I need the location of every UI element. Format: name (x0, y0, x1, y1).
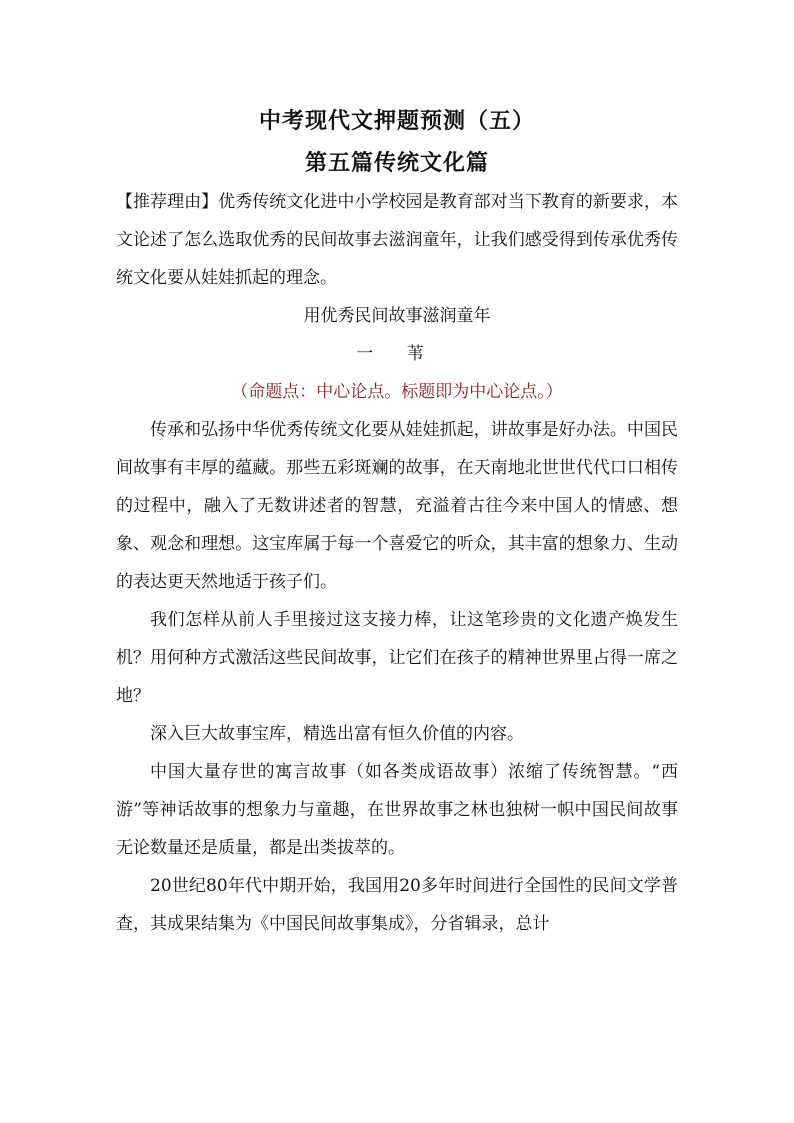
body-paragraph-1: 传承和弘扬中华优秀传统文化要从娃娃抓起，讲故事是好办法。中国民间故事有丰厚的蕴藏。那些五彩斑斓的故事，在天南地北世世代代口口相传的过程中，融入了无数讲述者的智慧，充溢着古往今来中国人的情感、想象、观念和理想。这宝库属于每一个喜爱它的听众，其丰富的想象力、生动的表达更天然地适于孩子们。 (116, 420, 678, 592)
exam-note: （命题点：中心论点。标题即为中心论点。） (231, 382, 563, 402)
article-title: 用优秀民间故事滋润童年 (303, 306, 491, 326)
recommend-paragraph: 【推荐理由】优秀传统文化进中小学校园是教育部对当下教育的新要求，本文论述了怎么选取优秀的民间故事去滋润童年，让我们感受得到传承优秀传统文化要从娃娃抓起的理念。 (116, 192, 678, 288)
document-body (116, 183, 678, 943)
article-author: 一 苇 (356, 344, 438, 364)
document-title: 中考现代文押题预测（五） (258, 108, 535, 134)
body-paragraph-5: 20世纪80年代中期开始，我国用20多年时间进行全国性的民间文学普查，其成果结集为《中国民间故事集成》，分省辑录，总计 (116, 876, 678, 934)
body-paragraph-3: 深入巨大故事宝库，精选出富有恒久价值的内容。 (150, 724, 524, 744)
body-paragraph-4: 中国大量存世的寓言故事（如各类成语故事）浓缩了传统智慧。“西游”等神话故事的想象力与童趣，在世界故事之林也独树一帜中国民间故事无论数量还是质量，都是出类拔萃的。 (116, 762, 678, 858)
document-subtitle: 第五篇传统文化篇 (304, 150, 489, 176)
body-paragraph-2: 我们怎样从前人手里接过这支接力棒，让这笔珍贵的文化遗产焕发生机？用何种方式激活这些民间故事，让它们在孩子的精神世界里占得一席之地？ (116, 610, 678, 706)
